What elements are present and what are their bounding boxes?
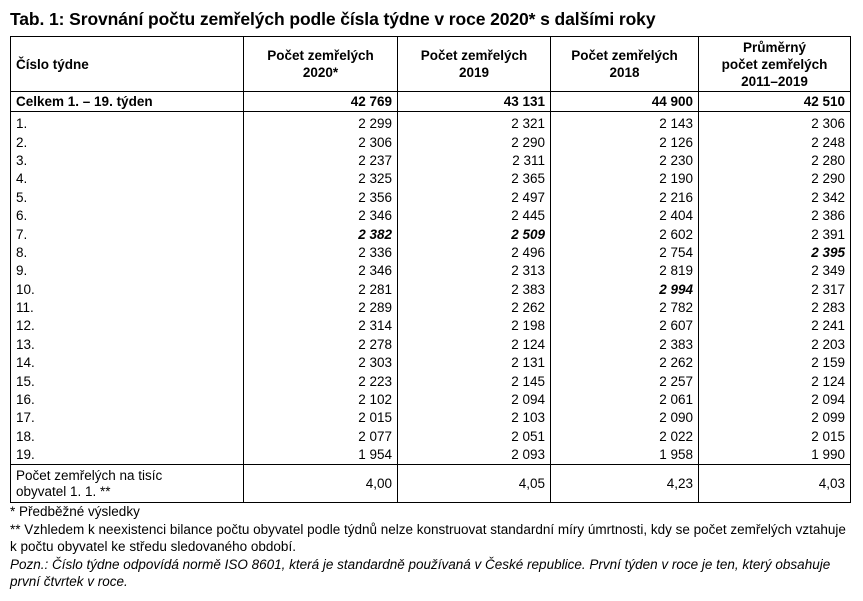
deaths-2018: 2 819 (551, 262, 699, 280)
note-rates: ** Vzhledem k neexistenci bilance počtu obyvatel podle týdnů nelze konstruovat standardní míry úmrtnosti, kdy se počet zemřelých vztahuje k počtu obyvatel ke středu sledovaného období. (10, 521, 846, 554)
table-row (11, 409, 851, 427)
week-number: 13. (11, 336, 244, 354)
deaths-2019: 2 365 (398, 170, 551, 188)
header-2020-line1: Počet zemřelých (267, 48, 374, 63)
week-number: 19. (11, 446, 244, 465)
table-row (11, 189, 851, 207)
table-row (11, 207, 851, 225)
deaths-2020: 2 303 (244, 354, 398, 372)
total-2018: 44 900 (551, 92, 699, 112)
per-thousand-2020: 4,00 (244, 465, 398, 503)
table-row (11, 372, 851, 390)
header-average-line3: 2011–2019 (741, 73, 808, 89)
deaths-2018: 2 143 (551, 112, 699, 134)
week-number: 11. (11, 299, 244, 317)
deaths-2020: 2 237 (244, 152, 398, 170)
deaths-average: 2 283 (699, 299, 851, 317)
note-iso-week: Pozn.: Číslo týdne odpovídá normě ISO 8601, která je standardně používaná v České republice. První týden v roce je ten, který obsahuje první čtvrtek v roce. (10, 556, 831, 589)
total-2020: 42 769 (244, 92, 398, 112)
header-2019-line2: 2019 (458, 65, 490, 80)
table-row (11, 354, 851, 372)
per-thousand-2019: 4,05 (398, 465, 551, 503)
table-title: Tab. 1: Srovnání počtu zemřelých podle čísla týdne v roce 2020* s dalšími roky (10, 9, 656, 29)
deaths-2019: 2 311 (398, 152, 551, 170)
total-average: 42 510 (699, 92, 851, 112)
deaths-2020: 2 278 (244, 336, 398, 354)
total-label: Celkem 1. – 19. týden (11, 92, 244, 112)
deaths-average: 2 395 (699, 244, 851, 262)
deaths-2019: 2 497 (398, 189, 551, 207)
table-row (11, 281, 851, 299)
deaths-2019: 2 124 (398, 336, 551, 354)
deaths-2020: 2 015 (244, 409, 398, 427)
deaths-average: 2 290 (699, 170, 851, 188)
deaths-2020: 2 077 (244, 428, 398, 446)
per-thousand-2018: 4,23 (551, 465, 699, 503)
header-average-line1: Průměrný (742, 39, 807, 55)
table-row (11, 133, 851, 151)
deaths-2020: 2 281 (244, 281, 398, 299)
deaths-2018: 2 782 (551, 299, 699, 317)
header-2019-line1: Počet zemřelých (420, 48, 528, 63)
week-number: 5. (11, 189, 244, 207)
week-number: 12. (11, 317, 244, 335)
deaths-average: 2 203 (699, 336, 851, 354)
deaths-2020: 2 346 (244, 207, 398, 225)
table-row (11, 446, 851, 465)
deaths-average: 2 342 (699, 189, 851, 207)
table-row (11, 336, 851, 354)
deaths-average: 2 248 (699, 133, 851, 151)
header-2019 (398, 37, 551, 92)
table-row (11, 225, 851, 243)
deaths-average: 1 990 (699, 446, 851, 465)
deaths-2020: 1 954 (244, 446, 398, 465)
table-row (11, 317, 851, 335)
deaths-average: 2 124 (699, 372, 851, 390)
deaths-2020: 2 306 (244, 133, 398, 151)
deaths-2019: 2 094 (398, 391, 551, 409)
deaths-2020: 2 325 (244, 170, 398, 188)
table-row (11, 244, 851, 262)
deaths-2020: 2 289 (244, 299, 398, 317)
week-number: 2. (11, 133, 244, 151)
deaths-2019: 2 445 (398, 207, 551, 225)
deaths-2020: 2 102 (244, 391, 398, 409)
deaths-2018: 2 383 (551, 336, 699, 354)
week-number: 3. (11, 152, 244, 170)
header-2018 (551, 37, 699, 92)
deaths-2020: 2 299 (244, 112, 398, 134)
header-row (11, 37, 851, 92)
deaths-2018: 2 190 (551, 170, 699, 188)
deaths-2020: 2 346 (244, 262, 398, 280)
deaths-2018: 2 061 (551, 391, 699, 409)
per-thousand-label (11, 465, 244, 503)
per-thousand-label-line2: obyvatel 1. 1. ** (16, 483, 111, 499)
table-row (11, 428, 851, 446)
table-row (11, 112, 851, 134)
deaths-2020: 2 336 (244, 244, 398, 262)
table-row (11, 170, 851, 188)
deaths-2020: 2 223 (244, 372, 398, 390)
deaths-average: 2 241 (699, 317, 851, 335)
week-number: 18. (11, 428, 244, 446)
deaths-2019: 2 496 (398, 244, 551, 262)
deaths-2018: 2 022 (551, 428, 699, 446)
deaths-2018: 1 958 (551, 446, 699, 465)
week-number: 1. (11, 112, 244, 134)
total-row (11, 92, 851, 112)
deaths-2019: 2 093 (398, 446, 551, 465)
deaths-average: 2 349 (699, 262, 851, 280)
header-average (699, 37, 851, 92)
deaths-2018: 2 607 (551, 317, 699, 335)
deaths-average: 2 159 (699, 354, 851, 372)
deaths-2018: 2 994 (551, 281, 699, 299)
deaths-average: 2 391 (699, 225, 851, 243)
table-row (11, 391, 851, 409)
header-2020-line2: 2020* (302, 65, 339, 80)
deaths-2018: 2 230 (551, 152, 699, 170)
deaths-2019: 2 383 (398, 281, 551, 299)
deaths-2020: 2 382 (244, 225, 398, 243)
table-row (11, 262, 851, 280)
table-row (11, 299, 851, 317)
header-week: Číslo týdne (11, 37, 244, 92)
notes (10, 503, 855, 591)
table-row (11, 152, 851, 170)
week-number: 9. (11, 262, 244, 280)
deaths-2019: 2 131 (398, 354, 551, 372)
deaths-average: 2 280 (699, 152, 851, 170)
per-thousand-label-line1: Počet zemřelých na tisíc (16, 467, 163, 483)
deaths-average: 2 317 (699, 281, 851, 299)
deaths-2018: 2 216 (551, 189, 699, 207)
week-number: 6. (11, 207, 244, 225)
total-2019: 43 131 (398, 92, 551, 112)
week-number: 10. (11, 281, 244, 299)
week-number: 7. (11, 225, 244, 243)
deaths-2019: 2 313 (398, 262, 551, 280)
deaths-2018: 2 090 (551, 409, 699, 427)
deaths-2020: 2 356 (244, 189, 398, 207)
deaths-2019: 2 103 (398, 409, 551, 427)
deaths-2018: 2 754 (551, 244, 699, 262)
week-number: 8. (11, 244, 244, 262)
mortality-table (10, 36, 851, 503)
deaths-2019: 2 051 (398, 428, 551, 446)
deaths-average: 2 306 (699, 112, 851, 134)
deaths-2019: 2 321 (398, 112, 551, 134)
per-thousand-average: 4,03 (699, 465, 851, 503)
note-preliminary: * Předběžné výsledky (10, 504, 140, 519)
deaths-2019: 2 145 (398, 372, 551, 390)
deaths-2020: 2 314 (244, 317, 398, 335)
deaths-2018: 2 602 (551, 225, 699, 243)
week-number: 17. (11, 409, 244, 427)
deaths-2019: 2 290 (398, 133, 551, 151)
deaths-2019: 2 262 (398, 299, 551, 317)
deaths-2018: 2 262 (551, 354, 699, 372)
week-number: 16. (11, 391, 244, 409)
deaths-2019: 2 509 (398, 225, 551, 243)
header-2018-line2: 2018 (609, 65, 640, 80)
deaths-average: 2 099 (699, 409, 851, 427)
deaths-average: 2 386 (699, 207, 851, 225)
per-thousand-row (11, 465, 851, 503)
deaths-average: 2 094 (699, 391, 851, 409)
header-2018-line1: Počet zemřelých (571, 48, 678, 63)
deaths-2018: 2 404 (551, 207, 699, 225)
week-number: 15. (11, 372, 244, 390)
week-number: 4. (11, 170, 244, 188)
week-number: 14. (11, 354, 244, 372)
deaths-average: 2 015 (699, 428, 851, 446)
deaths-2018: 2 126 (551, 133, 699, 151)
deaths-2018: 2 257 (551, 372, 699, 390)
header-2020 (244, 37, 398, 92)
deaths-2019: 2 198 (398, 317, 551, 335)
header-average-line2: počet zemřelých (721, 56, 828, 72)
